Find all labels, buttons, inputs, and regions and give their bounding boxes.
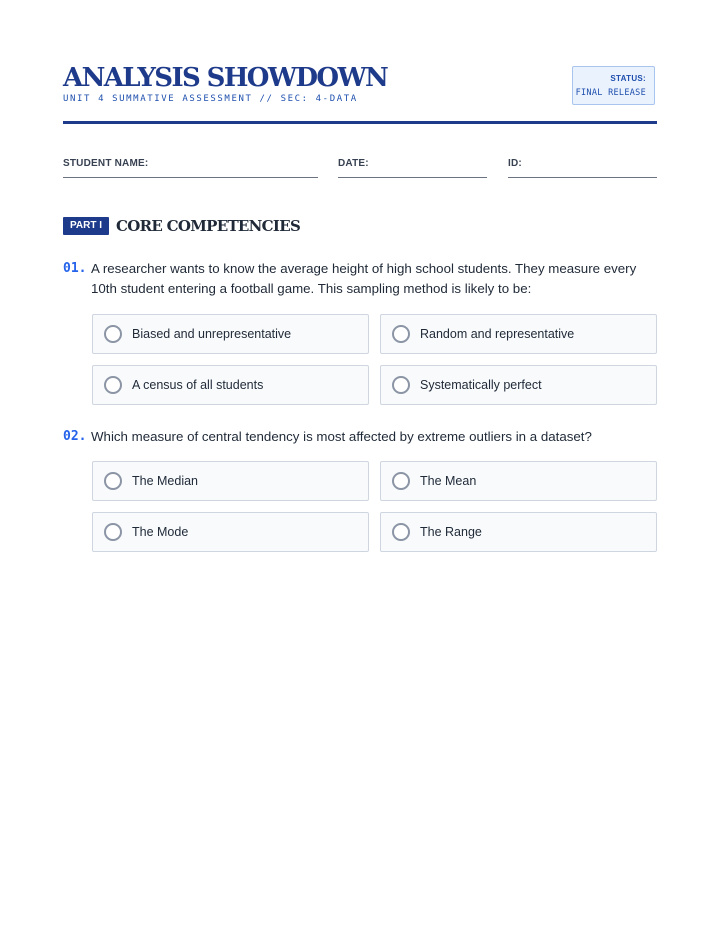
question-2 <box>63 427 657 553</box>
status-label: STATUS: <box>610 74 646 83</box>
question-1 <box>63 259 657 407</box>
page-title: ANALYSIS SHOWDOWN <box>63 63 388 93</box>
part-badge: PART I <box>63 217 109 235</box>
radio-button-icon[interactable] <box>104 376 122 394</box>
question-number: 02. <box>63 429 87 444</box>
id-field[interactable] <box>508 158 522 169</box>
option-c[interactable] <box>92 365 369 405</box>
question-number: 01. <box>63 261 87 276</box>
student-name-field[interactable] <box>63 158 148 169</box>
date-line[interactable] <box>338 177 487 178</box>
part-title: CORE COMPETENCIES <box>116 217 301 235</box>
header <box>63 60 657 126</box>
option-a[interactable] <box>92 314 369 354</box>
option-label: The Mode <box>132 525 189 539</box>
option-label: The Median <box>132 474 199 488</box>
option-label: The Range <box>420 525 482 539</box>
option-c[interactable] <box>92 512 369 552</box>
option-label: The Mean <box>420 474 477 488</box>
student-name-label: STUDENT NAME: <box>63 158 149 169</box>
radio-button-icon[interactable] <box>392 376 410 394</box>
option-label: Systematically perfect <box>420 378 542 392</box>
option-b[interactable] <box>380 314 657 354</box>
option-d[interactable] <box>380 365 657 405</box>
radio-button-icon[interactable] <box>104 523 122 541</box>
question-text: Which measure of central tendency is most affected by extreme outliers in a dataset? <box>91 429 592 444</box>
header-divider <box>63 121 657 124</box>
radio-button-icon[interactable] <box>392 325 410 343</box>
option-d[interactable] <box>380 512 657 552</box>
status-value: FINAL RELEASE <box>575 88 646 98</box>
id-label: ID: <box>508 158 522 169</box>
date-field[interactable] <box>338 158 369 169</box>
option-label: A census of all students <box>132 378 264 392</box>
option-a[interactable] <box>92 461 369 501</box>
option-label: Random and representative <box>420 327 575 341</box>
option-b[interactable] <box>380 461 657 501</box>
page-subtitle: UNIT 4 SUMMATIVE ASSESSMENT // SEC: 4-DATA <box>63 94 358 104</box>
radio-button-icon[interactable] <box>392 523 410 541</box>
radio-button-icon[interactable] <box>104 472 122 490</box>
date-label: DATE: <box>338 158 369 169</box>
id-line[interactable] <box>508 177 657 178</box>
radio-button-icon[interactable] <box>104 325 122 343</box>
question-text: A researcher wants to know the average height of high school students. They measure every 10th student entering a football game. This sampling method is likely to be: <box>91 261 637 296</box>
option-label: Biased and unrepresentative <box>132 327 292 341</box>
radio-button-icon[interactable] <box>392 472 410 490</box>
status-box <box>572 66 655 105</box>
student-name-line[interactable] <box>63 177 318 178</box>
